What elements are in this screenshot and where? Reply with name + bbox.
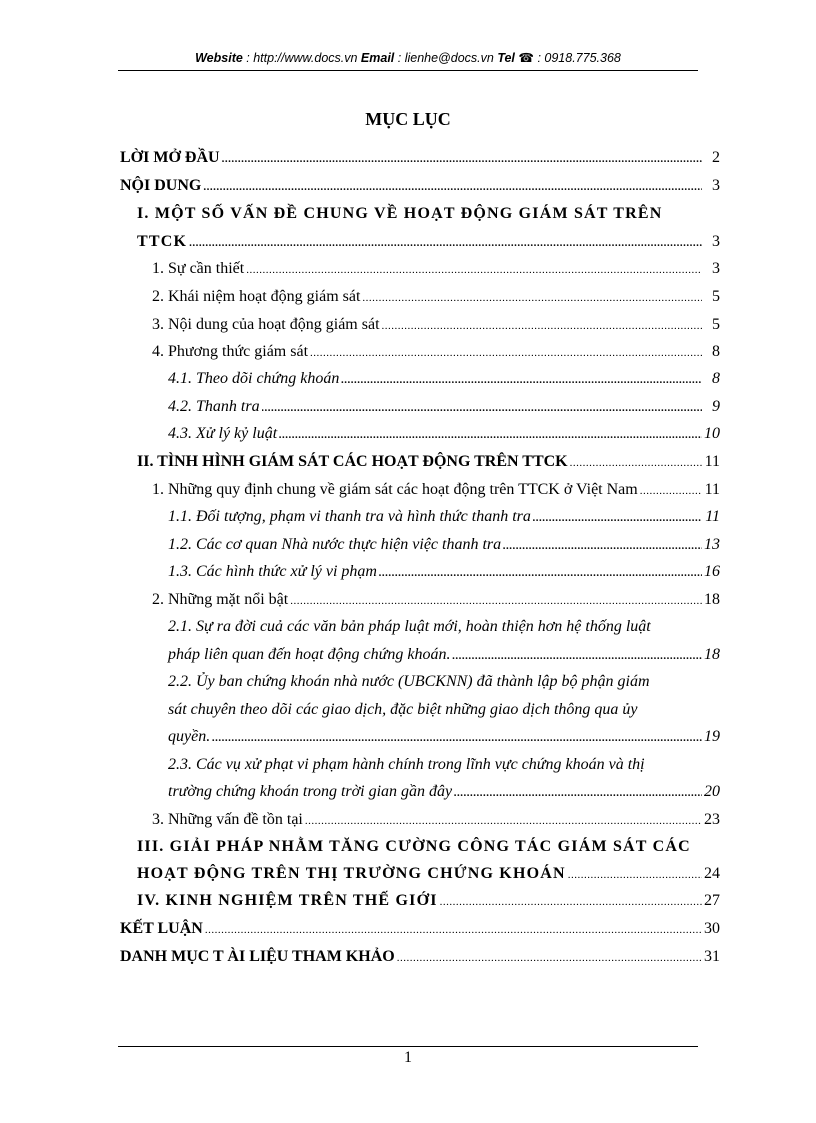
phone-icon: ☎	[518, 51, 534, 65]
dot-leader	[205, 917, 702, 943]
dot-leader	[452, 643, 702, 669]
toc-entry-title-line[interactable]: 2.1. Sự ra đời cuả các văn bản pháp luật mới, hoàn thiện hơn hệ thống luật	[168, 618, 651, 635]
toc-entry[interactable]	[168, 532, 720, 558]
toc-entry-title: 2. Khái niệm hoạt động giám sát	[152, 288, 361, 305]
toc-entry-title: 1.3. Các hình thức xử lý vi phạm	[168, 563, 377, 580]
toc-entry[interactable]	[120, 916, 720, 942]
toc-entry-title: 4. Phương thức giám sát	[152, 343, 309, 360]
dot-leader	[533, 505, 702, 531]
toc-entry[interactable]	[168, 421, 720, 447]
toc-entry-title: DANH MỤC T ÀI LIỆU THAM KHẢO	[120, 948, 395, 965]
toc-entry-title-line[interactable]: 2.2. Ủy ban chứng khoán nhà nước (UBCKNN) đã thành lập bộ phận giám	[168, 673, 650, 690]
email-label: Email	[360, 51, 395, 65]
toc-entry-page: 19	[704, 728, 720, 745]
toc-entry[interactable]	[168, 559, 720, 585]
toc-entry-title-line[interactable]: I. MỘT SỐ VẤN ĐỀ CHUNG VỀ HOẠT ĐỘNG GIÁM SÁT TRÊN	[137, 205, 663, 222]
dot-leader	[305, 808, 702, 834]
dot-leader	[503, 533, 702, 559]
toc-entry[interactable]	[168, 779, 720, 805]
dot-leader	[640, 478, 702, 504]
dot-leader	[379, 560, 702, 586]
toc-entry-title: 1.2. Các cơ quan Nhà nước thực hiện việc thanh tra	[168, 536, 502, 553]
toc-entry-title: quyền.	[168, 728, 211, 745]
toc-entry[interactable]	[152, 256, 720, 282]
toc-entry-title: 4.1. Theo dõi chứng khoán	[168, 370, 340, 387]
tel-value: : 0918.775.368	[533, 51, 621, 65]
toc-entry[interactable]	[152, 312, 720, 338]
toc-entry-title: 4.3. Xử lý kỷ luật	[168, 425, 278, 442]
toc-entry-page: 13	[704, 536, 720, 553]
toc-entry-page: 20	[704, 783, 720, 800]
toc-entry-page: 30	[704, 920, 720, 937]
toc-entry-title: 3. Những vấn đề tồn tại	[152, 811, 303, 828]
toc-entry[interactable]	[152, 339, 720, 365]
toc-entry[interactable]	[152, 477, 720, 503]
toc-entry[interactable]	[137, 888, 720, 914]
toc-entry[interactable]	[152, 284, 720, 310]
toc-entry-page: 5	[712, 316, 720, 333]
toc-entry[interactable]	[137, 229, 720, 255]
toc-entry-title: II. TÌNH HÌNH GIÁM SÁT CÁC HOẠT ĐỘNG TRÊN TTCK	[137, 453, 568, 470]
toc-entry-page: 10	[704, 425, 720, 442]
toc-entry-page: 3	[712, 177, 720, 194]
dot-leader	[262, 395, 702, 421]
toc-entry[interactable]	[152, 587, 720, 613]
toc-entry-page: 8	[712, 343, 720, 360]
toc-entry[interactable]	[120, 944, 720, 970]
dot-leader	[440, 889, 702, 915]
page-title: MỤC LỤC	[365, 109, 451, 129]
toc-entry[interactable]	[168, 724, 720, 750]
email-value[interactable]: : lienhe@docs.vn	[394, 51, 498, 65]
toc-entry-page: 8	[712, 370, 720, 387]
toc-entry-title-line[interactable]: sát chuyên theo dõi các giao dịch, đặc biệt những giao dịch thông qua ủy	[168, 701, 638, 718]
page-number: 1	[404, 1049, 412, 1066]
toc-entry[interactable]	[137, 449, 720, 475]
tel-label: Tel	[497, 51, 515, 65]
dot-leader	[290, 588, 702, 614]
toc-entry-page: 16	[704, 563, 720, 580]
toc-entry[interactable]	[168, 642, 720, 668]
toc-entry-title-line[interactable]: III. GIẢI PHÁP NHẰM TĂNG CƯỜNG CÔNG TÁC GIÁM SÁT CÁC	[137, 838, 691, 855]
website-value[interactable]: : http://www.docs.vn	[242, 51, 361, 65]
toc-entry-title: 1. Sự cần thiết	[152, 260, 245, 277]
toc-entry-title-line[interactable]: 2.3. Các vụ xử phạt vi phạm hành chính trong lĩnh vực chứng khoán và thị	[168, 756, 645, 773]
toc-entry-page: 31	[704, 948, 720, 965]
toc-entry[interactable]	[168, 394, 720, 420]
toc-entry-page: 9	[712, 398, 720, 415]
toc-entry-title: TTCK	[137, 233, 188, 250]
toc-entry-title: 2. Những mặt nổi bật	[152, 591, 289, 608]
toc-entry-page: 11	[705, 508, 720, 525]
toc-entry-page: 27	[704, 892, 720, 909]
toc-entry-page: 3	[712, 233, 720, 250]
toc-entry-title: LỜI MỞ ĐẦU	[120, 149, 220, 166]
toc-entry[interactable]	[168, 366, 720, 392]
dot-leader	[310, 340, 702, 366]
toc-entry-page: 5	[712, 288, 720, 305]
dot-leader	[246, 257, 702, 283]
toc-entry-title: 3. Nội dung của hoạt động giám sát	[152, 316, 380, 333]
toc-entry-title: 4.2. Thanh tra	[168, 398, 260, 415]
footer-divider	[118, 1046, 698, 1047]
dot-leader	[279, 422, 702, 448]
toc-entry-page: 11	[704, 481, 720, 498]
dot-leader	[397, 945, 702, 971]
dot-leader	[362, 285, 702, 311]
dot-leader	[189, 230, 702, 256]
toc-entry-title: IV. KINH NGHIỆM TRÊN THẾ GIỚI	[137, 892, 438, 909]
toc-entry-page: 24	[704, 865, 720, 882]
dot-leader	[212, 725, 702, 751]
toc-entry-title: 1. Những quy định chung về giám sát các hoạt động trên TTCK ở Việt Nam	[152, 481, 638, 498]
toc-entry-page: 3	[712, 260, 720, 277]
toc-entry-title: NỘI DUNG	[120, 177, 202, 194]
toc-entry-title: trường chứng khoán trong trời gian gần đây	[168, 783, 453, 800]
toc-entry[interactable]	[137, 861, 720, 887]
toc-entry-title: 1.1. Đối tượng, phạm vi thanh tra và hình thức thanh tra	[168, 508, 531, 525]
toc-entry-title: KẾT LUẬN	[120, 920, 203, 937]
toc-entry-page: 18	[704, 591, 720, 608]
dot-leader	[570, 450, 702, 476]
dot-leader	[454, 780, 702, 806]
toc-entry-page: 18	[704, 646, 720, 663]
dot-leader	[222, 146, 702, 172]
toc-entry-page: 2	[712, 149, 720, 166]
toc-entry-page: 11	[704, 453, 720, 470]
toc-entry[interactable]	[152, 807, 720, 833]
dot-leader	[341, 367, 702, 393]
website-label: Website	[195, 51, 243, 65]
toc-entry-title: HOẠT ĐỘNG TRÊN THỊ TRƯỜNG CHỨNG KHOÁN	[137, 865, 566, 882]
toc-entry[interactable]	[168, 504, 720, 530]
dot-leader	[382, 313, 702, 339]
toc-entry-page: 23	[704, 811, 720, 828]
dot-leader	[203, 174, 702, 200]
toc-entry[interactable]	[120, 173, 720, 199]
toc-entry-title: pháp liên quan đến hoạt động chứng khoán.	[168, 646, 451, 663]
toc-entry[interactable]	[120, 145, 720, 171]
dot-leader	[568, 862, 702, 888]
